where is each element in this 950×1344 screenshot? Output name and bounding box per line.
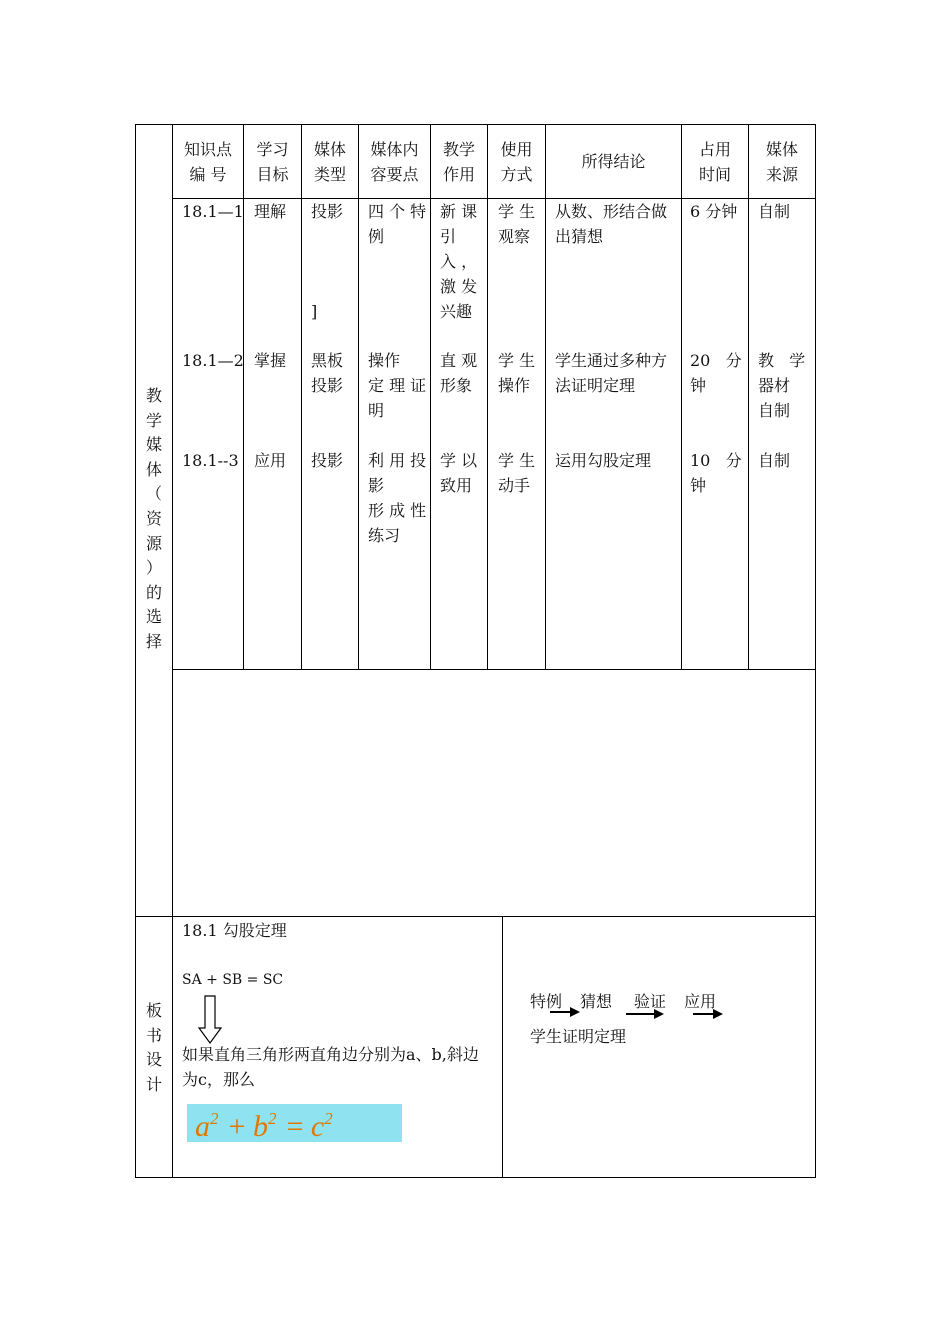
row1-content: 四 个 特 例 [368, 202, 427, 246]
down-arrow-icon [198, 995, 222, 1045]
row3-role: 学 以 致用 [440, 451, 478, 495]
row3-goal: 应用 [254, 451, 287, 470]
flow-arrow-1-line [550, 1011, 570, 1013]
row2-content: 操作 定 理 证 明 [368, 351, 427, 420]
table-border-left [135, 124, 136, 1178]
formula-text: $a^2$ + $b^2$ = $c^2$ [195, 1109, 333, 1142]
col-line-5 [487, 124, 488, 669]
row3-usage: 学 生 动手 [498, 451, 536, 495]
flow-arrow-3-icon [713, 1009, 723, 1019]
row2-usage: 学 生 操作 [498, 351, 536, 395]
row3-type: 投影 [311, 451, 344, 470]
flow-step-guess: 猜想 [580, 992, 613, 1011]
flow-step-verify: 验证 [634, 992, 667, 1011]
col-line-3 [358, 124, 359, 669]
header-usage: 使用 方式 [500, 140, 533, 184]
row1-goal: 理解 [254, 202, 287, 221]
theorem-statement: 如果直角三角形两直角边分别为a、b,斜边 为c，那么 [182, 1045, 479, 1089]
row1-id: 18.1—1 [182, 202, 244, 221]
row1-usage: 学 生 观察 [498, 202, 536, 246]
row3-time: 10 分 钟 [690, 451, 742, 495]
board-section-label: 板 书 设 计 [145, 1001, 162, 1094]
header-media-content: 媒体内 容要点 [370, 140, 419, 184]
row3-content: 利 用 投 影 形 成 性 练习 [368, 451, 427, 545]
row3-id: 18.1--3 [182, 451, 239, 470]
pythagorean-formula [187, 1104, 402, 1142]
flow-note: 学生证明定理 [530, 1027, 627, 1046]
table-border-bottom [135, 1177, 816, 1178]
row1-role: 新 课 引 入 ， 激 发 兴趣 [440, 202, 478, 321]
header-media-type: 媒体 类型 [313, 140, 346, 184]
row1-time: 6 分钟 [690, 202, 738, 221]
section-divider [135, 916, 816, 917]
table-border-top [135, 124, 816, 125]
row2-type: 黑板 投影 [311, 351, 344, 395]
flow-step-apply: 应用 [684, 992, 717, 1011]
row2-role: 直 观 形象 [440, 351, 478, 395]
header-teaching-role: 教学 作用 [442, 140, 475, 184]
row1-type: 投影 ] [311, 202, 344, 321]
col-line-8 [748, 124, 749, 669]
header-knowledge-id: 知识点 编 号 [183, 140, 232, 184]
row3-source: 自制 [758, 451, 791, 470]
flow-arrow-1-icon [570, 1007, 580, 1017]
header-source: 媒体 来源 [765, 140, 798, 184]
row2-source: 教 学 器材 自制 [758, 351, 806, 420]
board-column-divider [502, 916, 503, 1178]
col-line-2 [301, 124, 302, 669]
header-learning-goal: 学习 目标 [256, 140, 289, 184]
row2-time: 20 分 钟 [690, 351, 742, 395]
row2-id: 18.1—2 [182, 351, 244, 370]
area-equation: SA + SB = SC [182, 972, 284, 988]
row2-goal: 掌握 [254, 351, 287, 370]
col-line-7 [681, 124, 682, 669]
row3-conclusion: 运用勾股定理 [555, 451, 652, 470]
col-line-4 [430, 124, 431, 669]
col-line-6 [545, 124, 546, 669]
flow-arrow-2-line [626, 1013, 654, 1015]
data-rows-bottom-divider [172, 669, 815, 670]
flow-arrow-3-line [693, 1013, 713, 1015]
flow-arrow-2-icon [654, 1009, 664, 1019]
table-border-right [815, 124, 816, 1178]
side-column-divider [172, 124, 173, 1178]
header-time: 占用 时间 [698, 140, 731, 184]
row1-conclusion: 从数、形结合做 出猜想 [555, 202, 668, 246]
row1-source: 自制 [758, 202, 791, 221]
row2-conclusion: 学生通过多种方 法证明定理 [555, 351, 668, 395]
board-title: 18.1 勾股定理 [182, 921, 287, 940]
header-conclusion: 所得结论 [581, 152, 646, 171]
flow-step-example: 特例 [530, 992, 563, 1011]
media-section-label: 教 学 媒 体 （ 资 源 ） 的 选 择 [145, 386, 162, 651]
